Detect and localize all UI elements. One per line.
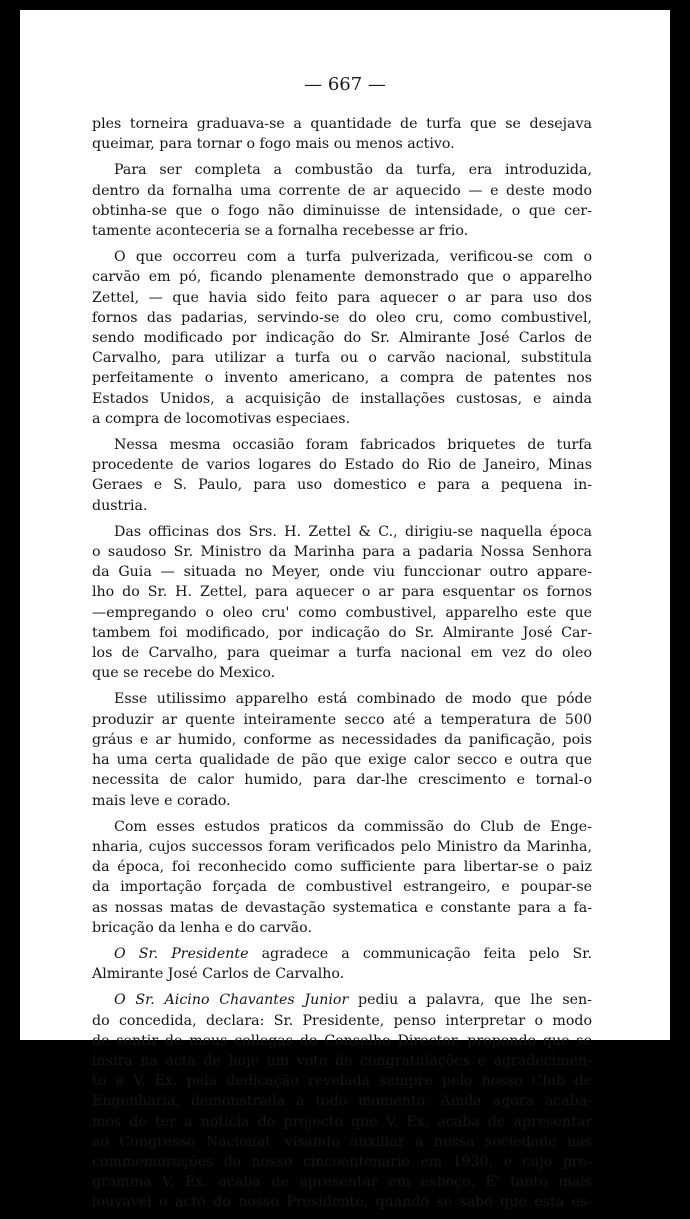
paragraph-aicino [92, 990, 592, 1212]
page-number: — 667 — [304, 74, 386, 95]
text-line: queimar, para tornar o fogo mais ou menos activo. [92, 136, 455, 153]
text-line: obtinha-se que o fogo não diminuisse de intensidade, o que cer- [92, 202, 592, 219]
document-page [20, 10, 670, 1211]
text-line: Nessa mesma occasião foram fabricados briquetes de turfa [114, 437, 592, 454]
text-line: sendo modificado por indicação do Sr. Almirante José Carlos de [92, 330, 592, 347]
text-line: da importação forçada de combustivel estrangeiro, e poupar-se [92, 879, 592, 896]
text-line: de sentir de meus collegas do Conselho Director, propondo que se [92, 1032, 592, 1049]
text-line: a compra de locomotivas especiaes. [92, 410, 351, 427]
text-line: Almirante José Carlos de Carvalho. [92, 966, 345, 983]
text-line: o saudoso Sr. Ministro da Marinha para a padaria Nossa Senhora [92, 544, 592, 561]
text-line: to a V. Ex. pela dedicação revelada sempre pelo nosso Club de [92, 1073, 592, 1090]
text-line: O Sr. Aicino Chavantes Junior pediu a palavra, que lhe sen- [114, 992, 592, 1009]
paragraph-5 [92, 522, 592, 684]
text-line: fornos das padarias, servindo-se do oleo cru, como combustivel, [92, 309, 592, 326]
speaker-name: O Sr. Presidente [114, 945, 249, 962]
text-line: tamente aconteceria se a fornalha recebesse ar frio. [92, 223, 469, 240]
text-line: bricação da lenha e do carvão. [92, 919, 312, 936]
text-line: mos de ter a noticia do projecto que V. Ex. acaba de apresentar [92, 1113, 592, 1130]
text-line: commemorações do nosso cincoentenario em 1930, e cujo pro- [92, 1153, 592, 1170]
text-line: Zettel, — que havia sido feito para aquecer o ar para uso dos [92, 289, 592, 306]
paragraph-6 [92, 689, 592, 810]
paragraph-1 [92, 114, 592, 154]
text-line: Com esses estudos praticos da commissão do Club de Enge- [114, 818, 592, 835]
text-line: insira na acta de hoje um voto de congratulações e agradecimen- [92, 1052, 592, 1069]
text-line: ples torneira graduava-se a quantidade de turfa que se desejava [92, 116, 592, 132]
text-line: lho do Sr. H. Zettel, para aquecer o ar para esquentar os fornos [92, 584, 592, 601]
text-line: ao Congresso Nacional, visando auxiliar a nossa sociedade nas [92, 1133, 592, 1150]
text-line: que se recebe do Mexico. [92, 665, 276, 682]
text-line: ha uma certa qualidade de pão que exige calor secco e outra que [92, 752, 592, 769]
text-line: tambem foi modificado, por indicação do Sr. Almirante José Car- [92, 624, 592, 641]
body-text [92, 114, 592, 1219]
speaker-name: O Sr. Aicino Chavantes Junior [114, 992, 349, 1009]
text-line: nharia, cujos successos foram verificados pelo Ministro da Marinha, [92, 838, 592, 855]
text-line: louvavel o acto do nosso Presidente, quando se sabe que esta es- [92, 1194, 592, 1211]
paragraph-3 [92, 247, 592, 429]
text-line: Para ser completa a combustão da turfa, era introduzida, [114, 162, 592, 179]
text-line: Engenharia, demonstrada a todo momento. Ainda agora acaba- [92, 1093, 592, 1110]
text-line: dentro da fornalha uma corrente de ar aquecido — e deste modo [92, 182, 592, 199]
text-line: dustria. [92, 497, 148, 514]
text-line: —empregando o oleo cru' como combustivel, apparelho este que [92, 604, 592, 621]
text-line: O Sr. Presidente agradece a communicação feita pelo Sr. [114, 945, 592, 962]
text-line: Esse utilissimo apparelho está combinado de modo que póde [114, 691, 592, 708]
text-line: Geraes e S. Paulo, para uso domestico e para a pequena in- [92, 477, 592, 494]
text-line: carvão em pó, ficando plenamente demonstrado que o apparelho [92, 269, 592, 286]
paragraph-4 [92, 435, 592, 516]
text-line: as nossas matas de devastação systematica e constante para a fa- [92, 899, 592, 916]
text-line: produzir ar quente inteiramente secco até a temperatura de 500 [92, 711, 592, 728]
text-line: perfeitamente o invento americano, a compra de patentes nos [92, 370, 592, 387]
text-line: do concedida, declara: Sr. Presidente, penso interpretar o modo [92, 1012, 592, 1029]
text-line: gráus e ar humido, conforme as necessidades da panificação, pois [92, 731, 592, 748]
text-line: gramma V. Ex. acaba de apresentar em esboço. E' tanto mais [92, 1174, 592, 1191]
text-line: procedente de varios logares do Estado do Rio de Janeiro, Minas [92, 457, 592, 474]
paragraph-2 [92, 160, 592, 241]
text-line: da Guia — situada no Meyer, onde viu funccionar outro appare- [92, 564, 592, 581]
text-line: da época, foi reconhecido como sufficiente para libertar-se o paiz [92, 859, 592, 876]
paragraph-presidente [92, 944, 592, 984]
text-line: necessita de calor humido, para dar-lhe crescimento e tornal-o [92, 772, 592, 789]
text-line: O que occorreu com a turfa pulverizada, verificou-se com o [114, 249, 592, 266]
text-line: mais leve e corado. [92, 792, 231, 809]
text-line: Estados Unidos, a acquisição de installações custosas, e ainda [92, 390, 592, 407]
text-line: Das officinas dos Srs. H. Zettel & C., dirigiu-se naquella época [114, 523, 592, 540]
paragraph-7 [92, 817, 592, 938]
text-line: los de Carvalho, para queimar a turfa nacional em vez do oleo [92, 645, 592, 662]
text-line: Carvalho, para utilizar a turfa ou o carvão nacional, substitula [92, 350, 592, 367]
